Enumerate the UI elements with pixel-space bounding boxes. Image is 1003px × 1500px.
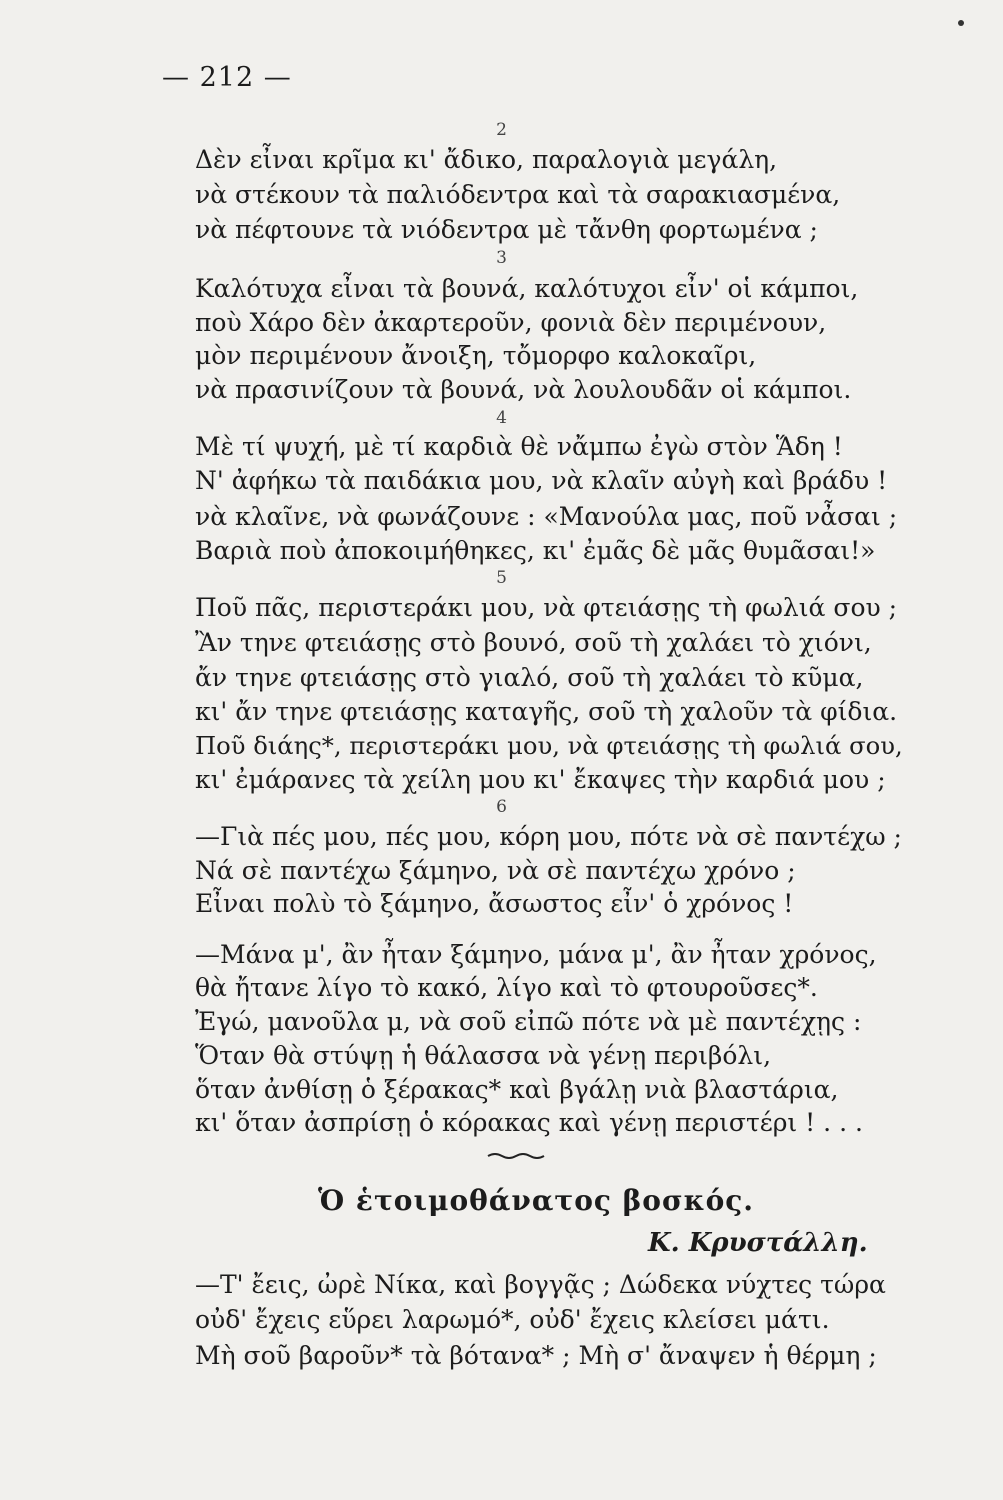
poem-line: Μὴ σοῦ βαροῦν* τὰ βότανα* ; Μὴ σ' ἄναψεν ἡ θέρμη ; <box>195 1341 877 1370</box>
poem-line: Μὲ τί ψυχή, μὲ τί καρδιὰ θὲ νἄμπω ἐγὼ στὸν Ἅδη ! <box>195 432 843 461</box>
poem-line: —Μάνα μ', ἂν ἦταν ξάμηνο, μάνα μ', ἂν ἦταν χρόνος, <box>195 940 877 969</box>
poem-author: Κ. Κρυστάλλη. <box>648 1228 868 1258</box>
poem-line: —Τ' ἔεις, ὠρὲ Νίκα, καὶ βογγᾷς ; Δώδεκα νύχτες τώρα <box>195 1270 886 1299</box>
poem-line: Ποῦ διάης*, περιστεράκι μου, νὰ φτειάσῃς τὴ φωλιά σου, <box>195 731 903 760</box>
ink-speck <box>958 20 964 26</box>
poem-line: νὰ στέκουν τὰ παλιόδεντρα καὶ τὰ σαρακιασμένα, <box>195 180 841 209</box>
poem-line: Εἶναι πολὺ τὸ ξάμηνο, ἄσωστος εἶν' ὁ χρόνος ! <box>195 889 794 918</box>
poem-line: Δὲν εἶναι κρῖμα κι' ἄδικο, παραλογιὰ μεγάλη, <box>195 145 778 174</box>
poem-line: ὅταν ἀνθίσῃ ὁ ξέρακας* καὶ βγάλῃ νιὰ βλαστάρια, <box>195 1075 839 1104</box>
poem-line: —Γιὰ πές μου, πές μου, κόρη μου, πότε νὰ σὲ παντέχω ; <box>195 822 902 851</box>
stanza-number: 6 <box>496 797 507 817</box>
poem-line: θὰ ἤτανε λίγο τὸ κακό, λίγο καὶ τὸ φτουροῦσες*. <box>195 973 818 1002</box>
poem-line: Καλότυχα εἶναι τὰ βουνά, καλότυχοι εἶν' οἱ κάμποι, <box>195 274 859 303</box>
poem-line: Νά σὲ παντέχω ξάμηνο, νὰ σὲ παντέχω χρόνο ; <box>195 856 796 885</box>
poem-line: Ποῦ πᾶς, περιστεράκι μου, νὰ φτειάσῃς τὴ φωλιά σου ; <box>195 593 898 622</box>
page-number: — 212 — <box>162 62 292 93</box>
poem-line: Ἐγώ, μανοῦλα μ, νὰ σοῦ εἰπῶ πότε νὰ μὲ παντέχῃς : <box>195 1007 862 1036</box>
poem-line: νὰ πρασινίζουν τὰ βουνά, νὰ λουλουδᾶν οἱ κάμποι. <box>195 375 852 404</box>
poem-line: Βαριὰ ποὺ ἀποκοιμήθηκες, κι' ἐμᾶς δὲ μᾶς θυμᾶσαι!» <box>195 536 876 565</box>
poem-line: κι' ἄν τηνε φτειάσῃς καταγῆς, σοῦ τὴ χαλοῦν τὰ φίδια. <box>195 697 898 726</box>
poem-line: μὸν περιμένουν ἄνοιξη, τὄμορφο καλοκαῖρι, <box>195 341 757 370</box>
poem-line: νὰ κλαῖνε, νὰ φωνάζουνε : «Μανούλα μας, ποῦ νἆσαι ; <box>195 502 898 531</box>
stanza-number: 2 <box>496 120 507 140</box>
poem-line: Ν' ἀφήκω τὰ παιδάκια μου, νὰ κλαῖν αὐγὴ καὶ βράδυ ! <box>195 466 888 495</box>
section-divider <box>487 1152 545 1160</box>
stanza-number: 4 <box>496 408 507 428</box>
poem-line: κι' ὅταν ἀσπρίσῃ ὁ κόρακας καὶ γένῃ περιστέρι ! . . . <box>195 1108 863 1137</box>
poem-title: Ὁ ἑτοιμοθάνατος βοσκός. <box>318 1184 755 1217</box>
poem-line: οὐδ' ἔχεις εὕρει λαρωμό*, οὐδ' ἔχεις κλείσει μάτι. <box>195 1305 830 1334</box>
poem-line: Ὅταν θὰ στύψῃ ἡ θάλασσα νὰ γένῃ περιβόλι, <box>195 1041 772 1070</box>
poem-line: νὰ πέφτουνε τὰ νιόδεντρα μὲ τἄνθη φορτωμένα ; <box>195 215 818 244</box>
stanza-number: 3 <box>496 248 507 268</box>
poem-line: Ἂν τηνε φτειάσῃς στὸ βουνό, σοῦ τὴ χαλάει τὸ χιόνι, <box>195 628 872 657</box>
stanza-number: 5 <box>496 568 507 588</box>
poem-line: ποὺ Χάρο δὲν ἀκαρτεροῦν, φονιὰ δὲν περιμένουν, <box>195 308 827 337</box>
poem-line: ἄν τηνε φτειάσῃς στὸ γιαλό, σοῦ τὴ χαλάει τὸ κῦμα, <box>195 663 864 692</box>
poem-line: κι' ἐμάρανες τὰ χείλη μου κι' ἔκαψες τὴν καρδιά μου ; <box>195 765 886 794</box>
